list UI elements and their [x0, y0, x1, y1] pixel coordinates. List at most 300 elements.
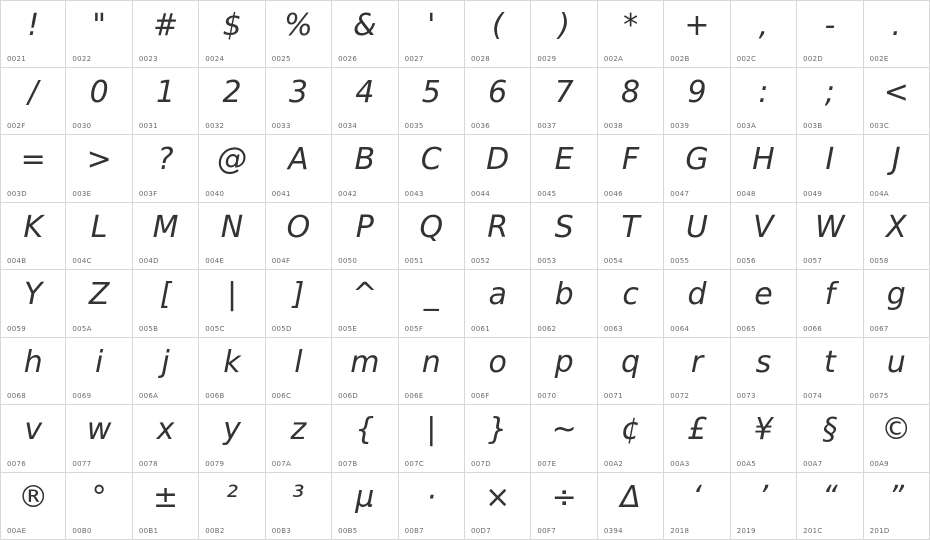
glyph-cell[interactable]	[731, 338, 797, 406]
glyph-codepoint: 0059	[7, 324, 27, 333]
glyph-cell[interactable]	[531, 203, 597, 271]
glyph-character: "	[92, 8, 107, 43]
glyph-codepoint: 0053	[537, 257, 557, 265]
glyph-cell[interactable]	[133, 270, 199, 338]
glyph-codepoint: 002A	[603, 54, 624, 63]
glyph-codepoint: 004C	[72, 257, 92, 265]
glyph-character: X	[886, 209, 907, 245]
glyph-character: s	[755, 344, 772, 380]
glyph-character: /	[28, 74, 39, 110]
glyph-character: G	[685, 142, 709, 177]
glyph-codepoint: 00AE	[7, 527, 27, 535]
glyph-character: ²	[225, 479, 238, 515]
glyph-cell[interactable]	[598, 68, 664, 136]
glyph-character: m	[350, 344, 380, 380]
glyph-codepoint: 006B	[205, 392, 225, 400]
glyph-cell[interactable]	[664, 338, 730, 406]
glyph-character: “	[822, 479, 838, 515]
glyph-character: ©	[881, 412, 912, 447]
glyph-codepoint: 0022	[72, 54, 92, 63]
glyph-character: E	[554, 142, 574, 177]
glyph-codepoint: 0051	[404, 257, 424, 265]
glyph-codepoint: 004F	[271, 257, 291, 265]
glyph-cell[interactable]	[133, 473, 199, 540]
glyph-character: +	[684, 8, 710, 43]
glyph-codepoint: 004A	[869, 189, 889, 198]
glyph-character: (	[491, 8, 504, 43]
glyph-cell[interactable]	[399, 203, 465, 271]
glyph-cell[interactable]	[0, 405, 66, 473]
glyph-cell[interactable]	[66, 270, 132, 338]
glyph-character: V	[753, 209, 774, 245]
glyph-cell[interactable]	[664, 473, 730, 540]
glyph-cell[interactable]	[199, 473, 265, 540]
glyph-character: |	[226, 277, 238, 312]
glyph-cell[interactable]	[465, 270, 531, 338]
glyph-cell[interactable]	[399, 135, 465, 203]
glyph-cell[interactable]	[332, 203, 398, 271]
glyph-cell[interactable]	[531, 68, 597, 136]
glyph-cell[interactable]	[399, 473, 465, 540]
glyph-codepoint: 0030	[72, 122, 92, 130]
glyph-cell[interactable]	[332, 270, 398, 338]
glyph-character: d	[687, 277, 707, 312]
glyph-cell[interactable]	[531, 338, 597, 406]
glyph-codepoint: 00A9	[869, 459, 889, 468]
glyph-cell[interactable]	[0, 203, 66, 271]
glyph-cell[interactable]	[332, 0, 398, 68]
glyph-cell[interactable]	[332, 68, 398, 136]
glyph-character: K	[23, 209, 44, 245]
glyph-codepoint: 003E	[72, 189, 92, 198]
glyph-character: j	[161, 344, 170, 380]
glyph-cell[interactable]	[465, 0, 531, 68]
glyph-codepoint: 0064	[670, 324, 690, 333]
glyph-codepoint: 201D	[869, 527, 890, 535]
glyph-cell[interactable]	[531, 0, 597, 68]
glyph-cell[interactable]	[598, 0, 664, 68]
glyph-character: D	[486, 142, 510, 177]
glyph-cell[interactable]	[0, 473, 66, 540]
glyph-cell[interactable]	[465, 338, 531, 406]
glyph-codepoint: 0031	[138, 122, 158, 130]
glyph-cell[interactable]	[66, 405, 132, 473]
glyph-cell[interactable]	[133, 203, 199, 271]
glyph-codepoint: 0044	[471, 189, 491, 198]
glyph-character: ”	[888, 479, 905, 515]
glyph-codepoint: 006C	[271, 392, 292, 400]
glyph-codepoint: 005B	[138, 324, 159, 333]
glyph-cell[interactable]	[531, 270, 597, 338]
glyph-character: Δ	[620, 479, 641, 515]
glyph-character: ×	[485, 479, 511, 515]
glyph-codepoint: 0047	[670, 189, 690, 198]
glyph-cell[interactable]	[864, 135, 930, 203]
glyph-character: J	[891, 142, 901, 177]
glyph-cell[interactable]	[0, 68, 66, 136]
glyph-character: B	[354, 142, 376, 177]
glyph-codepoint: 0056	[736, 257, 756, 265]
glyph-codepoint: 007E	[537, 459, 557, 468]
glyph-cell[interactable]	[664, 135, 730, 203]
glyph-character: h	[23, 344, 43, 380]
glyph-character: #	[152, 8, 179, 43]
glyph-character: [	[159, 277, 172, 312]
glyph-codepoint: 0048	[736, 189, 756, 198]
glyph-codepoint: 002B	[670, 54, 690, 63]
glyph-cell[interactable]	[731, 0, 797, 68]
glyph-codepoint: 0029	[537, 54, 557, 63]
glyph-codepoint: 005C	[205, 324, 225, 333]
glyph-cell[interactable]	[797, 473, 863, 540]
glyph-codepoint: 0050	[338, 257, 358, 265]
glyph-codepoint: 0071	[603, 392, 623, 400]
glyph-cell[interactable]	[864, 203, 930, 271]
glyph-codepoint: 0069	[72, 392, 92, 400]
glyph-cell[interactable]	[598, 203, 664, 271]
glyph-character: f	[824, 277, 836, 312]
glyph-codepoint: 00A3	[670, 459, 690, 468]
glyph-codepoint: 0074	[803, 392, 823, 400]
glyph-character: =	[20, 142, 46, 177]
glyph-cell[interactable]	[399, 270, 465, 338]
glyph-codepoint: 0034	[338, 122, 358, 130]
glyph-character: S	[554, 209, 574, 245]
glyph-codepoint: 0032	[205, 122, 225, 130]
glyph-cell[interactable]	[399, 338, 465, 406]
glyph-codepoint: 0038	[603, 122, 623, 130]
glyph-codepoint: 006D	[338, 392, 359, 400]
glyph-codepoint: 0021	[7, 54, 27, 63]
glyph-codepoint: 0058	[869, 257, 889, 265]
glyph-cell[interactable]	[266, 0, 332, 68]
glyph-cell[interactable]	[731, 203, 797, 271]
glyph-cell[interactable]	[399, 68, 465, 136]
glyph-codepoint: 006E	[404, 392, 424, 400]
glyph-character: ?	[157, 142, 174, 177]
glyph-codepoint: 0026	[338, 54, 358, 63]
glyph-character: O	[286, 209, 311, 245]
glyph-cell[interactable]	[598, 405, 664, 473]
glyph-character: T	[621, 209, 640, 245]
glyph-character: H	[752, 142, 775, 177]
glyph-codepoint: 0037	[537, 122, 557, 130]
glyph-cell[interactable]	[133, 135, 199, 203]
glyph-character: l	[294, 344, 303, 380]
glyph-cell[interactable]	[797, 338, 863, 406]
glyph-cell[interactable]	[598, 473, 664, 540]
glyph-character: e	[754, 277, 773, 312]
glyph-cell[interactable]	[864, 405, 930, 473]
glyph-character: %	[284, 8, 313, 43]
glyph-cell[interactable]	[864, 270, 930, 338]
glyph-cell[interactable]	[133, 68, 199, 136]
glyph-codepoint: 00B2	[205, 527, 225, 535]
glyph-character: '	[427, 8, 436, 43]
glyph-character: p	[554, 344, 574, 380]
glyph-codepoint: 0043	[404, 189, 424, 198]
glyph-cell[interactable]	[0, 0, 66, 68]
glyph-cell[interactable]	[266, 473, 332, 540]
glyph-cell[interactable]	[133, 338, 199, 406]
glyph-cell[interactable]	[797, 0, 863, 68]
glyph-character: £	[687, 412, 707, 447]
glyph-cell[interactable]	[66, 338, 132, 406]
glyph-character: |	[426, 412, 437, 447]
glyph-codepoint: 0066	[803, 324, 823, 333]
glyph-character: ,	[758, 8, 769, 43]
glyph-codepoint: 0023	[138, 54, 158, 63]
glyph-character: 6	[488, 74, 508, 110]
glyph-codepoint: 2019	[736, 527, 756, 535]
glyph-character: k	[223, 344, 241, 380]
glyph-cell[interactable]	[797, 68, 863, 136]
glyph-character: N	[220, 209, 244, 245]
glyph-cell[interactable]	[66, 203, 132, 271]
glyph-codepoint: 0067	[869, 324, 889, 333]
glyph-cell[interactable]	[598, 135, 664, 203]
glyph-codepoint: 00B5	[338, 527, 358, 535]
glyph-codepoint: 0039	[670, 122, 690, 130]
glyph-character: ·	[426, 479, 437, 515]
glyph-character: 5	[421, 74, 441, 110]
glyph-cell[interactable]	[199, 135, 265, 203]
glyph-cell[interactable]	[332, 338, 398, 406]
glyph-cell[interactable]	[266, 68, 332, 136]
glyph-codepoint: 0033	[271, 122, 291, 130]
glyph-codepoint: 003C	[869, 122, 890, 130]
glyph-cell[interactable]	[664, 270, 730, 338]
glyph-character: ’	[758, 479, 769, 515]
glyph-codepoint: 0078	[138, 459, 158, 468]
glyph-codepoint: 007D	[471, 459, 491, 468]
glyph-character: }	[488, 412, 508, 447]
glyph-character: {	[355, 412, 375, 447]
glyph-cell[interactable]	[731, 68, 797, 136]
glyph-codepoint: 007A	[271, 459, 292, 468]
glyph-cell[interactable]	[266, 338, 332, 406]
glyph-codepoint: 003B	[803, 122, 823, 130]
glyph-cell[interactable]	[797, 270, 863, 338]
glyph-cell[interactable]	[465, 473, 531, 540]
glyph-character: $	[222, 8, 242, 43]
glyph-codepoint: 0076	[7, 459, 27, 468]
glyph-character: ;	[824, 74, 835, 110]
glyph-character: W	[815, 209, 845, 245]
glyph-cell[interactable]	[864, 68, 930, 136]
glyph-codepoint: 00B3	[271, 527, 292, 535]
glyph-character: o	[488, 344, 507, 380]
glyph-cell[interactable]	[664, 0, 730, 68]
glyph-cell[interactable]	[864, 0, 930, 68]
glyph-character: &	[353, 8, 377, 43]
glyph-character: 4	[355, 74, 375, 110]
glyph-cell[interactable]	[864, 338, 930, 406]
glyph-cell[interactable]	[664, 68, 730, 136]
glyph-cell[interactable]	[531, 473, 597, 540]
glyph-cell[interactable]	[66, 135, 132, 203]
glyph-character: -	[824, 8, 836, 43]
glyph-codepoint: 003F	[138, 189, 158, 198]
glyph-cell[interactable]	[598, 338, 664, 406]
glyph-cell[interactable]	[797, 135, 863, 203]
glyph-character: Q	[419, 209, 444, 245]
glyph-codepoint: 0057	[803, 257, 823, 265]
glyph-cell[interactable]	[266, 270, 332, 338]
glyph-cell[interactable]	[66, 473, 132, 540]
glyph-cell[interactable]	[797, 405, 863, 473]
glyph-cell[interactable]	[199, 405, 265, 473]
glyph-character: 8	[621, 74, 641, 110]
glyph-character: ~	[551, 412, 577, 447]
glyph-codepoint: 00B1	[138, 527, 159, 535]
glyph-codepoint: 0062	[537, 324, 557, 333]
glyph-codepoint: 00A2	[603, 459, 624, 468]
glyph-character: ¥	[753, 412, 773, 447]
glyph-cell[interactable]	[266, 405, 332, 473]
glyph-character: z	[290, 412, 307, 447]
glyph-codepoint: 004D	[138, 257, 159, 265]
glyph-character: w	[86, 412, 112, 447]
glyph-codepoint: 0042	[338, 189, 358, 198]
glyph-cell[interactable]	[0, 270, 66, 338]
glyph-cell[interactable]	[332, 473, 398, 540]
glyph-character: u	[886, 344, 906, 380]
glyph-codepoint: 0024	[205, 54, 225, 63]
glyph-character: c	[622, 277, 639, 312]
glyph-cell[interactable]	[465, 68, 531, 136]
glyph-codepoint: 0063	[603, 324, 623, 333]
glyph-character: b	[554, 277, 574, 312]
glyph-codepoint: 0072	[670, 392, 690, 400]
glyph-cell[interactable]	[0, 338, 66, 406]
glyph-codepoint: 0075	[869, 392, 889, 400]
glyph-codepoint: 0055	[670, 257, 690, 265]
glyph-cell[interactable]	[199, 270, 265, 338]
glyph-codepoint: 005F	[404, 324, 424, 333]
glyph-cell[interactable]	[332, 405, 398, 473]
glyph-character: I	[825, 142, 835, 177]
glyph-codepoint: 0049	[803, 189, 823, 198]
glyph-character: ±	[152, 479, 179, 515]
glyph-codepoint: 005D	[271, 324, 292, 333]
glyph-character: 9	[687, 74, 707, 110]
glyph-character: <	[883, 74, 909, 110]
glyph-cell[interactable]	[731, 135, 797, 203]
glyph-character: :	[758, 74, 769, 110]
glyph-cell[interactable]	[797, 203, 863, 271]
glyph-character: ÷	[551, 479, 577, 515]
glyph-cell[interactable]	[66, 0, 132, 68]
glyph-cell[interactable]	[66, 68, 132, 136]
glyph-codepoint: 0045	[537, 189, 557, 198]
glyph-character: Y	[24, 277, 43, 312]
glyph-codepoint: 0065	[736, 324, 756, 333]
glyph-cell[interactable]	[465, 405, 531, 473]
glyph-codepoint: 006A	[138, 392, 159, 400]
glyph-character: 0	[89, 74, 109, 110]
glyph-character: !	[27, 8, 40, 43]
glyph-character: v	[24, 412, 43, 447]
glyph-cell[interactable]	[531, 405, 597, 473]
glyph-codepoint: 002F	[7, 122, 26, 130]
glyph-cell[interactable]	[133, 0, 199, 68]
glyph-codepoint: 005A	[72, 324, 92, 333]
glyph-cell[interactable]	[531, 135, 597, 203]
glyph-cell[interactable]	[731, 473, 797, 540]
glyph-codepoint: 0028	[471, 54, 491, 63]
glyph-cell[interactable]	[399, 0, 465, 68]
glyph-character: Z	[88, 277, 110, 312]
glyph-codepoint: 0070	[537, 392, 557, 400]
glyph-cell[interactable]	[465, 203, 531, 271]
glyph-cell[interactable]	[266, 203, 332, 271]
glyph-codepoint: 007B	[338, 459, 358, 468]
glyph-character: *	[623, 8, 639, 43]
glyph-codepoint: 0027	[404, 54, 424, 63]
glyph-cell[interactable]	[664, 203, 730, 271]
glyph-cell[interactable]	[465, 135, 531, 203]
glyph-character: §	[822, 412, 838, 447]
glyph-cell[interactable]	[199, 338, 265, 406]
glyph-cell[interactable]	[864, 473, 930, 540]
glyph-character: °	[91, 479, 107, 515]
glyph-cell[interactable]	[0, 135, 66, 203]
glyph-cell[interactable]	[731, 270, 797, 338]
glyph-cell[interactable]	[731, 405, 797, 473]
glyph-character: M	[152, 209, 179, 245]
glyph-character: .	[891, 8, 902, 43]
glyph-cell[interactable]	[199, 203, 265, 271]
glyph-character: 7	[554, 74, 574, 110]
glyph-codepoint: 004E	[205, 257, 225, 265]
glyph-character: C	[420, 142, 442, 177]
glyph-character: t	[823, 344, 836, 380]
glyph-cell[interactable]	[199, 68, 265, 136]
glyph-character: r	[690, 344, 704, 380]
glyph-character: 2	[222, 74, 242, 110]
glyph-character: ‘	[692, 479, 702, 515]
glyph-codepoint: 003A	[736, 122, 757, 130]
glyph-codepoint: 0040	[205, 189, 225, 198]
glyph-character: A	[288, 142, 309, 177]
glyph-character: ¢	[621, 412, 641, 447]
glyph-codepoint: 201C	[803, 527, 823, 535]
glyph-codepoint: 0025	[271, 54, 291, 63]
glyph-character: 3	[288, 74, 308, 110]
glyph-cell[interactable]	[332, 135, 398, 203]
glyph-character: ³	[292, 479, 305, 515]
glyph-character: g	[886, 277, 906, 312]
glyph-cell[interactable]	[133, 405, 199, 473]
glyph-cell[interactable]	[399, 405, 465, 473]
glyph-character: ^	[352, 277, 378, 312]
glyph-cell[interactable]	[598, 270, 664, 338]
glyph-codepoint: 0077	[72, 459, 92, 468]
glyph-character: 1	[156, 74, 176, 110]
glyph-codepoint: 006F	[471, 392, 490, 400]
glyph-codepoint: 003D	[7, 189, 27, 198]
glyph-codepoint: 0046	[603, 189, 623, 198]
glyph-cell[interactable]	[199, 0, 265, 68]
glyph-character: ®	[18, 479, 49, 515]
glyph-cell[interactable]	[664, 405, 730, 473]
glyph-cell[interactable]	[266, 135, 332, 203]
glyph-codepoint: 00A7	[803, 459, 823, 468]
glyph-codepoint: 0061	[471, 324, 491, 333]
glyph-codepoint: 0054	[603, 257, 623, 265]
glyph-codepoint: 0394	[603, 527, 623, 535]
